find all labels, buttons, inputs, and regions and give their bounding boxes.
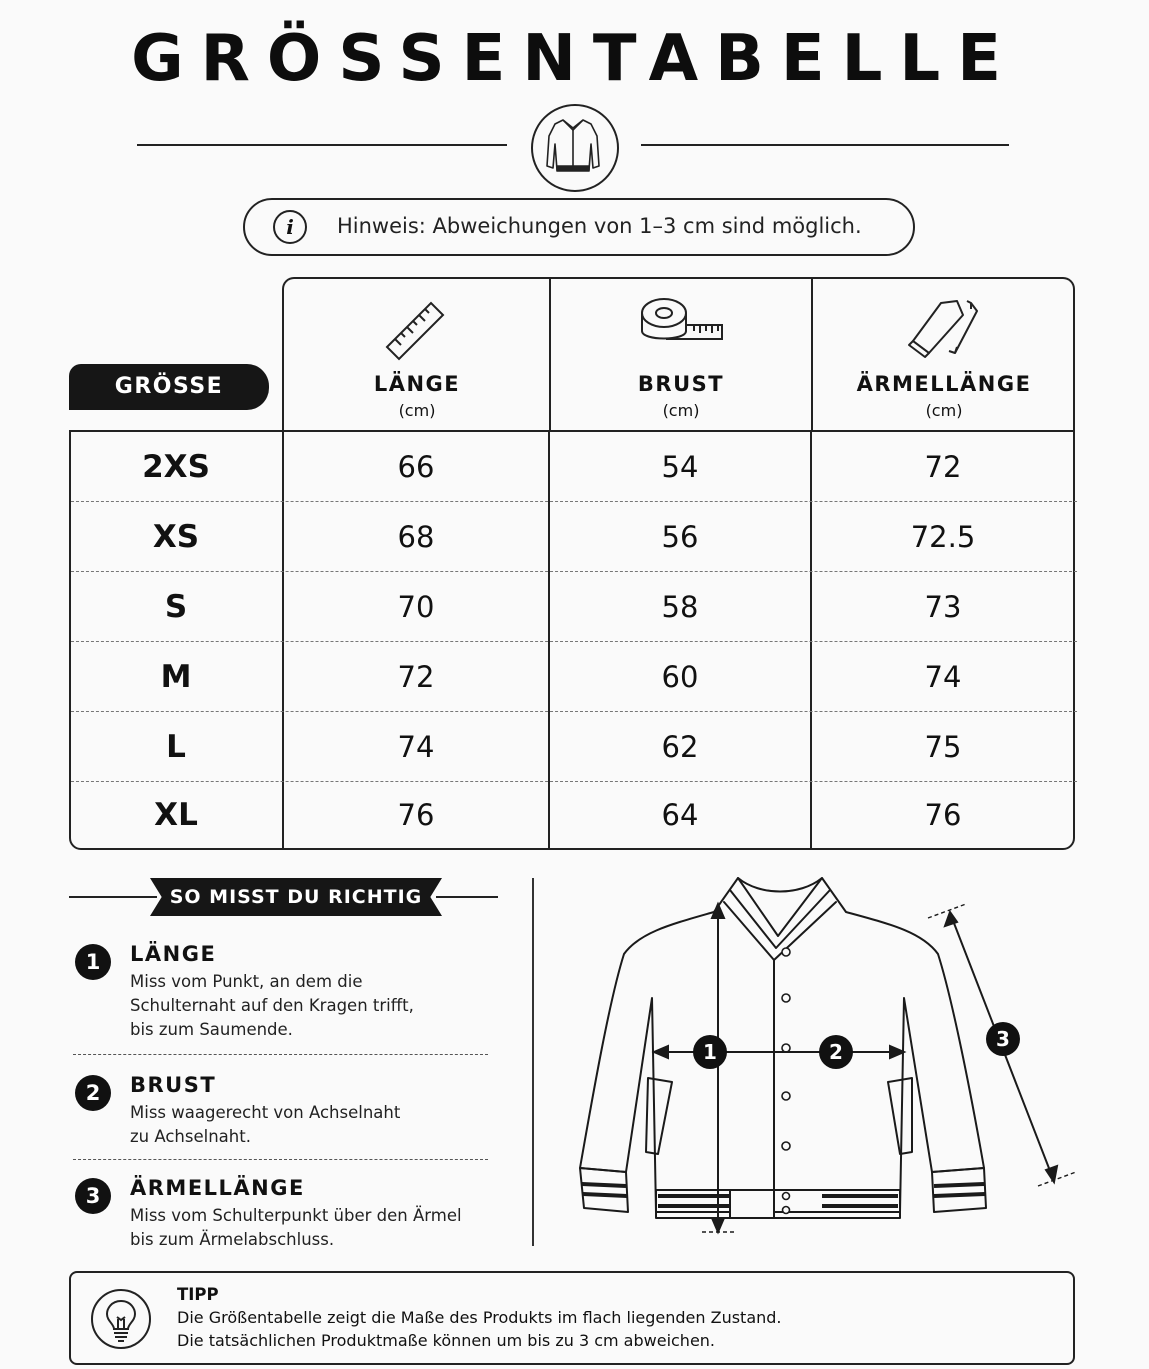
laenge-cell: 70 bbox=[397, 590, 435, 624]
svg-text:2: 2 bbox=[829, 1040, 843, 1064]
size-cell: S bbox=[164, 589, 188, 625]
laenge-cell: 68 bbox=[397, 520, 435, 554]
column-header-brust bbox=[551, 279, 811, 432]
info-icon: i bbox=[273, 210, 307, 244]
jacket-badge-icon bbox=[531, 104, 619, 192]
size-cell: 2XS bbox=[142, 449, 210, 485]
aermel-cell: 72 bbox=[924, 450, 962, 484]
step-description: Miss vom Schulterpunkt über den Ärmel bis zum Ärmelabschluss. bbox=[130, 1206, 462, 1249]
table-row bbox=[71, 712, 1077, 782]
aermel-cell: 75 bbox=[924, 730, 962, 764]
step-number: 1 bbox=[75, 944, 111, 980]
table-row bbox=[71, 502, 1077, 572]
hint-text: Hinweis: Abweichungen von 1–3 cm sind möglich. bbox=[337, 214, 862, 238]
column-unit: (cm) bbox=[662, 401, 700, 420]
step-divider bbox=[73, 1054, 488, 1055]
size-column-header: GRÖSSE bbox=[69, 364, 269, 410]
laenge-cell: 76 bbox=[397, 798, 435, 832]
column-name: LÄNGE bbox=[373, 372, 461, 396]
step-divider bbox=[73, 1159, 488, 1160]
aermel-cell: 76 bbox=[924, 798, 962, 832]
brust-cell: 56 bbox=[661, 520, 699, 554]
marker-1 bbox=[693, 1035, 727, 1069]
how-to-banner bbox=[150, 878, 442, 916]
step-number: 3 bbox=[75, 1178, 111, 1214]
step-title: BRUST bbox=[130, 1073, 217, 1097]
brust-cell: 58 bbox=[661, 590, 699, 624]
table-row bbox=[71, 642, 1077, 712]
laenge-cell: 72 bbox=[397, 660, 435, 694]
table-header bbox=[282, 277, 1075, 430]
lightbulb-icon bbox=[91, 1289, 151, 1349]
section-rule-right bbox=[436, 896, 498, 898]
brust-cell: 62 bbox=[661, 730, 699, 764]
marker-3 bbox=[986, 1022, 1020, 1056]
column-unit: (cm) bbox=[398, 401, 436, 420]
svg-text:3: 3 bbox=[996, 1027, 1010, 1051]
brust-cell: 60 bbox=[661, 660, 699, 694]
sleeve-icon bbox=[901, 289, 987, 365]
section-rule-left bbox=[69, 896, 157, 898]
section-divider bbox=[532, 878, 534, 1246]
aermel-cell: 72.5 bbox=[910, 520, 976, 554]
tip-title: TIPP bbox=[177, 1285, 219, 1304]
aermel-cell: 73 bbox=[924, 590, 962, 624]
step-title: ÄRMELLÄNGE bbox=[130, 1176, 305, 1200]
marker-2 bbox=[819, 1035, 853, 1069]
column-name: BRUST bbox=[637, 372, 725, 396]
tip-box bbox=[69, 1271, 1075, 1365]
ruler-icon bbox=[377, 289, 457, 369]
step-description: Miss waagerecht von Achselnaht zu Achselnaht. bbox=[130, 1103, 401, 1146]
column-unit: (cm) bbox=[925, 401, 963, 420]
laenge-cell: 66 bbox=[397, 450, 435, 484]
svg-text:1: 1 bbox=[703, 1040, 717, 1064]
measuring-tape-icon bbox=[636, 289, 726, 359]
step-brust bbox=[75, 1073, 505, 1153]
table-row bbox=[71, 572, 1077, 642]
table-row bbox=[71, 432, 1077, 502]
size-cell: XS bbox=[152, 519, 200, 555]
size-table bbox=[69, 277, 1075, 850]
tip-line: Die Größentabelle zeigt die Maße des Produkts im flach liegenden Zustand. bbox=[177, 1308, 782, 1327]
column-name: ÄRMELLÄNGE bbox=[856, 372, 1032, 396]
size-cell: XL bbox=[154, 797, 198, 833]
hint-banner bbox=[243, 198, 915, 256]
step-aermellaenge bbox=[75, 1176, 505, 1256]
column-header-aermellaenge bbox=[813, 279, 1075, 432]
laenge-cell: 74 bbox=[397, 730, 435, 764]
brust-cell: 54 bbox=[661, 450, 699, 484]
how-to-title: SO MISST DU RICHTIG bbox=[169, 886, 423, 908]
page-title: GRÖSSENTABELLE bbox=[131, 22, 1018, 96]
column-header-laenge bbox=[284, 279, 550, 432]
table-body bbox=[69, 430, 1075, 850]
step-description: Miss vom Punkt, an dem die Schulternaht auf den Kragen trifft, bis zum Saumende. bbox=[130, 972, 414, 1039]
table-row bbox=[71, 780, 1077, 850]
step-title: LÄNGE bbox=[130, 942, 217, 966]
size-cell: M bbox=[160, 659, 192, 695]
size-cell: L bbox=[166, 729, 186, 765]
tip-line: Die tatsächlichen Produktmaße können um bis zu 3 cm abweichen. bbox=[177, 1331, 716, 1350]
step-laenge bbox=[75, 942, 505, 1042]
title-divider-right bbox=[641, 144, 1009, 146]
title-divider-left bbox=[137, 144, 507, 146]
step-number: 2 bbox=[75, 1075, 111, 1111]
aermel-cell: 74 bbox=[924, 660, 962, 694]
jacket-diagram bbox=[560, 868, 1100, 1248]
brust-cell: 64 bbox=[661, 798, 699, 832]
